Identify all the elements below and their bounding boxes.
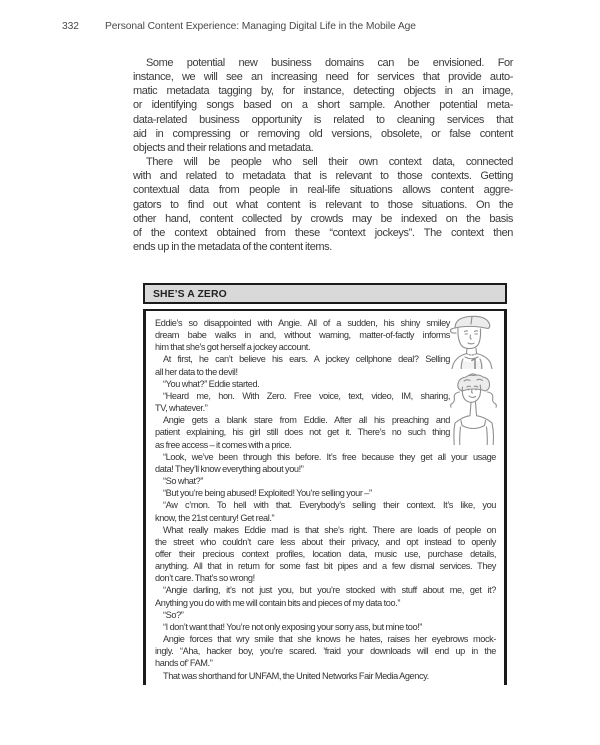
body-text-line: other hand, content collected by crowds may be indexed on the basis (133, 212, 513, 225)
story-text-line: him that she’s got herself a jockey account. (155, 342, 311, 353)
story-text-line: Angie forces that wry smile that she knows he hates, raises her eyebrows mock- (163, 634, 496, 645)
story-text-line: all her data to the devil! (155, 366, 238, 377)
body-text-line: objects and their relations and metadata. (133, 141, 314, 154)
body-text-line: of the context obtained from these “context jockeys”. The context then (133, 226, 513, 239)
running-header (62, 21, 416, 32)
story-text-line: “You what?” Eddie started. (163, 378, 260, 389)
body-text-line: or identifying songs based on a short sample. Another potential meta- (133, 99, 513, 112)
story-box-title (143, 283, 507, 304)
body-text-line: instance, we will see an increasing need for services that provide auto- (133, 71, 513, 84)
body-text (133, 56, 513, 254)
boy-with-backwards-cap-illustration (448, 313, 500, 369)
body-text-line: ends up in the metadata of the content items. (133, 241, 332, 254)
story-text-line: anything. All that in return for some fast bit pipes and a few dismal services. They (155, 561, 496, 572)
story-text-line: “Look, we’ve been through this before. It’s free because they get all your usage (163, 451, 496, 462)
story-box-body (143, 309, 507, 685)
story-text-line: hands of’ FAM.” (155, 658, 213, 669)
body-text-line: There will be people who sell their own context data, connected (146, 156, 513, 169)
curly-haired-girl-illustration (447, 373, 501, 445)
body-text-line: contextual data from people in real-life situations allows content aggre- (133, 184, 513, 197)
story-text-line: the street who couldn’t care less about their privacy, and opt instead to openly (155, 536, 496, 547)
running-title: Personal Content Experience: Managing Digital Life in the Mobile Age (105, 21, 416, 32)
story-text-line: “Heard me, hon. With Zero. Free voice, text, video, IM, sharing, (163, 390, 450, 401)
story-text-line: as free access – it comes with a price. (155, 439, 292, 450)
body-text-line: Some potential new business domains can be envisioned. For (146, 57, 513, 69)
story-text-line: TV, whatever.” (155, 403, 208, 414)
story-text-line: “So what?” (163, 476, 204, 487)
story-box-illustrations (445, 313, 502, 445)
body-text-line: matic metadata tagging by, for instance, detecting objects in an image, (133, 85, 513, 98)
story-box-title-text: SHE’S A ZERO (153, 288, 227, 300)
story-text-line: offer their precious context profiles, location data, music use, purchase details, (155, 548, 496, 559)
story-text-line: patient explaining, his girl still does not get it. There’s no such thing (155, 427, 450, 438)
story-text-line: Anything you do with me will contain bits and pieces of my data too.” (155, 597, 401, 608)
body-text-line: data-related business opportunity is related to cleaning services that (133, 113, 513, 126)
story-text-wide-column (155, 451, 496, 682)
story-text-line: know, the 21st century! Get real.” (155, 512, 275, 523)
story-text-line: dream babe walks in and, without warning, matter-of-factly informs (155, 330, 450, 341)
story-text-line: “But you’re being abused! Exploited! You’re selling your –” (163, 488, 372, 499)
story-text-line: “Angie darling, it’s not just you, but you’re stocked with stuff about me, get it? (163, 585, 496, 596)
story-text-line: “I don’t want that! You’re not only exposing your sorry ass, but mine too!” (163, 621, 422, 632)
story-text-line: Eddie’s so disappointed with Angie. All of a sudden, his shiny smiley (155, 318, 450, 328)
story-text-line: ingly. “Aha, hacker boy, you’re scared. ’fraid your downloads will end up in the (155, 646, 496, 657)
story-text-line: “So?” (163, 609, 184, 620)
body-text-line: aid in compressing or removing old versions, obsolete, or false content (133, 127, 513, 140)
story-text-line: At first, he can’t believe his ears. A jockey cellphone deal? Selling (163, 354, 450, 365)
story-text-line: “Aw c’mon. To hell with that. Everybody’s selling their context. It’s like, you (163, 500, 496, 511)
page-number: 332 (62, 21, 79, 32)
story-text-line: What really makes Eddie mad is that she’s right. There are loads of people on (163, 524, 496, 535)
body-text-line: gators to find out what content is relevant to those situations. On the (133, 198, 513, 211)
story-box (143, 283, 507, 685)
body-text-line: with and related to metadata that is relevant to those contexts. Getting (133, 170, 513, 183)
story-text-line: Angie gets a blank stare from Eddie. After all his preaching and (163, 415, 450, 426)
story-text-line: don’t care. That’s so wrong! (155, 573, 255, 584)
story-text-line: data! They’ll know everything about you!” (155, 463, 304, 474)
story-text-line: That was shorthand for UNFAM, the United Networks Fair Media Agency. (163, 670, 429, 681)
